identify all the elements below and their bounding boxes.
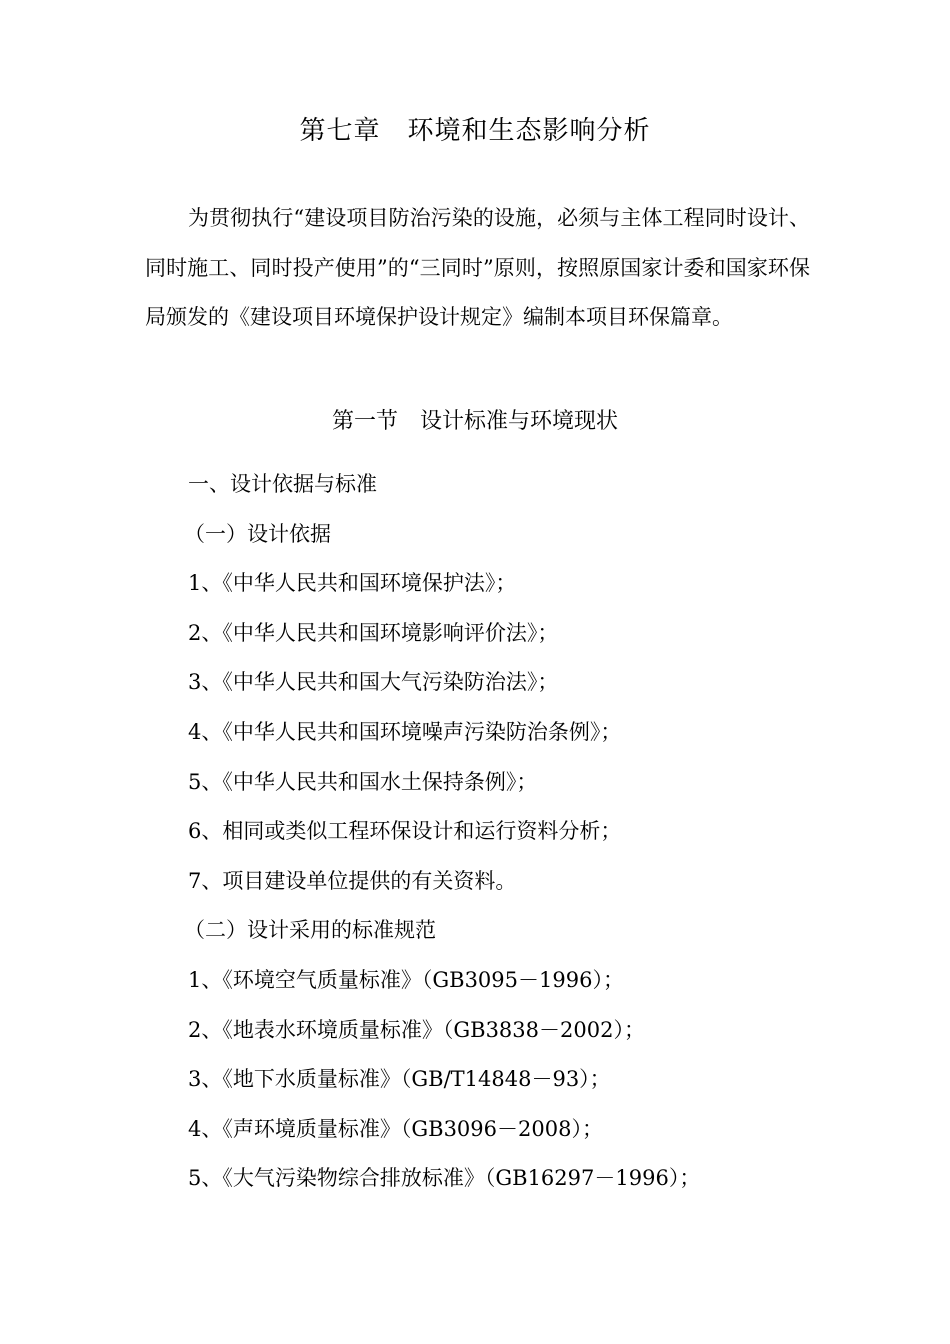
list-item: 1、《环境空气质量标准》（GB3095－1996）； [188,967,624,992]
chapter-title: 第七章 环境和生态影响分析 [299,116,651,146]
list-item: 3、《中华人民共和国大气污染防治法》； [188,670,559,695]
section-title: 第一节 设计标准与环境现状 [331,409,618,434]
list-item: 6、相同或类似工程环保设计和运行资料分析； [188,819,622,844]
list-heading-design-basis-standards: 一、设计依据与标准 [188,472,377,496]
list-item: 3、《地下水质量标准》（GB/T14848－93）； [188,1067,611,1092]
list-item: 2、《地表水环境质量标准》（GB3838－2002）； [188,1017,645,1042]
list-item: 2、《中华人民共和国环境影响评价法》； [188,620,559,645]
list-item: 7、项目建设单位提供的有关资料。 [188,868,517,893]
list-item: 5、《大气污染物综合排放标准》（GB16297－1996）； [188,1166,701,1191]
intro-paragraph: 为贯彻执行“建设项目防治污染的设施，必须与主体工程同时设计、同时施工、同时投产使用”的“三同时”原则，按照原国家计委和国家环保局颁发的《建设项目环境保护设计规定》编制本项目环保篇章。 [145,206,810,329]
basis-and-standards-list [184,464,828,1208]
list-item: 5、《中华人民共和国水土保持条例》； [188,769,538,794]
subheading-standards: （二）设计采用的标准规范 [184,918,436,943]
list-item: 4、《声环境质量标准》（GB3096－2008）； [188,1116,603,1141]
list-item: 1、《中华人民共和国环境保护法》； [188,571,517,596]
list-item: 4、《中华人民共和国环境噪声污染防治条例》； [188,719,622,744]
subheading-design-basis: （一）设计依据 [184,521,331,546]
